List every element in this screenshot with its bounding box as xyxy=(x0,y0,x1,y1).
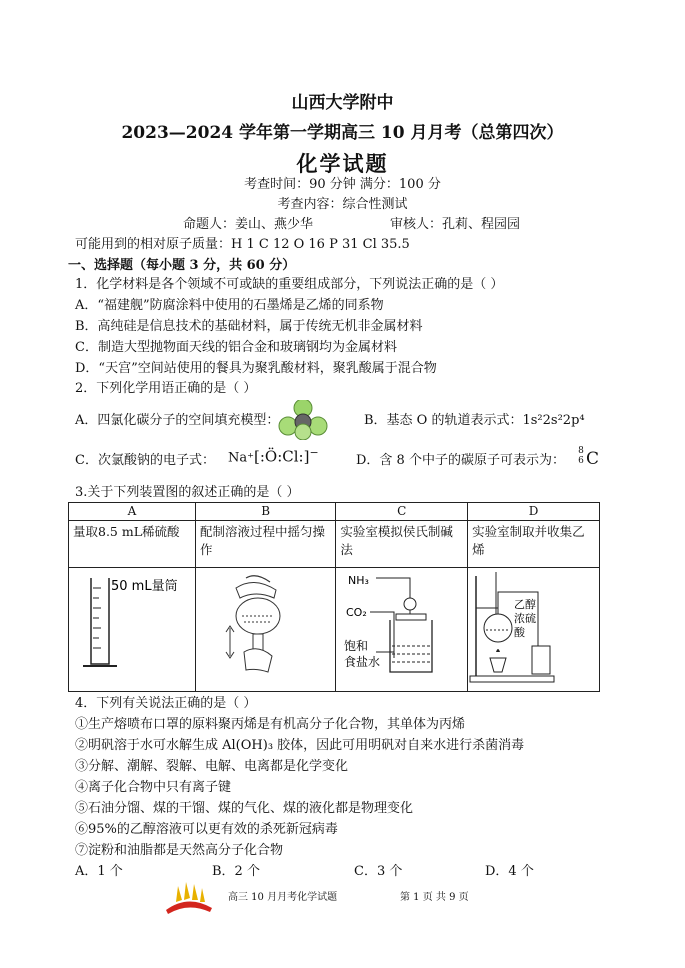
reagent-label-line1: 乙醇 xyxy=(514,598,537,611)
q1-stem: 1．化学材料是各个领域不可或缺的重要组成部分，下列说法正确的是（ ） xyxy=(75,277,504,292)
q2-option-b xyxy=(364,412,585,430)
section-title: 一、选择题（每小题 3 分，共 60 分） xyxy=(68,258,296,273)
hou-process-apparatus-figure xyxy=(336,568,462,688)
q3-desc-c: 实验室模拟侯氏制碱法 xyxy=(336,521,468,568)
q4-item: ③分解、潮解、裂解、电解、电离都是化学变化 xyxy=(75,759,349,774)
q1-option-d: D．“天宫”空间站使用的餐具为聚乳酸材料，聚乳酸属于混合物 xyxy=(75,361,437,376)
liquid-label-line2: 食盐水 xyxy=(344,655,381,669)
q2-option-b-label: B．基态 O 的轨道表示式： xyxy=(364,413,523,428)
reagent-label-line2: 浓硫 xyxy=(514,612,537,625)
q4-option-b: B．2 个 xyxy=(212,864,260,879)
footer-title: 高三 10 月月考化学试题 xyxy=(228,892,338,903)
time-info: 考查时间：90 分钟 满分：100 分 xyxy=(244,177,441,192)
q1-option-b: B．高纯硅是信息技术的基础材料，属于传统无机非金属材料 xyxy=(75,319,423,334)
q2-option-a: A．四氯化碳分子的空间填充模型： xyxy=(75,413,280,428)
q4-option-a: A．1 个 xyxy=(75,864,123,879)
hypochlorite-ion: [:Ö:Cl:] xyxy=(254,447,310,466)
volumetric-flask-shaking-figure xyxy=(196,568,322,688)
q3-stem: 3.关于下列装置图的叙述正确的是（ ） xyxy=(75,485,300,500)
ethylene-preparation-figure xyxy=(468,568,594,688)
school-logo xyxy=(162,880,214,914)
exam-title: 2023—2024 学年第一学期高三 10 月月考（总第四次） xyxy=(121,123,564,143)
q4-stem: 4．下列有关说法正确的是（ ） xyxy=(75,696,257,711)
q4-item: ⑤石油分馏、煤的干馏、煤的气化、煤的液化都是物理变化 xyxy=(75,801,414,816)
ion-charge: − xyxy=(309,446,319,459)
q4-option-c: C．3 个 xyxy=(354,864,403,879)
q4-item: ④离子化合物中只有离子键 xyxy=(75,780,232,795)
q4-item: ①生产熔喷布口罩的原料聚丙烯是有机高分子化合物，其单体为丙烯 xyxy=(75,717,466,732)
q3-header-b: B xyxy=(196,503,336,521)
q4-item: ②明矾溶于水可水解生成 Al(OH)₃ 胶体，因此可用明矾对自来水进行杀菌消毒 xyxy=(75,738,525,753)
footer-page: 第 1 页 共 9 页 xyxy=(400,892,469,903)
nuclide-numbers xyxy=(576,446,586,466)
cylinder-label: 50 mL量筒 xyxy=(111,579,178,594)
authors: 命题人：姜山、燕少华 xyxy=(183,217,314,232)
liquid-label-line1: 饱和 xyxy=(344,639,369,653)
sodium-ion: Na⁺ xyxy=(228,450,254,466)
mass-number: 8 xyxy=(578,446,584,456)
q4-item: ⑦淀粉和油脂都是天然高分子化合物 xyxy=(75,843,284,858)
q1-option-c: C．制造大型抛物面天线的铝合金和玻璃钢均为金属材料 xyxy=(75,340,397,355)
naclo-electron-formula xyxy=(228,446,319,465)
school-name: 山西大学附中 xyxy=(291,93,394,113)
reagent-label-line3: 酸 xyxy=(514,626,526,639)
q2-stem: 2．下列化学用语正确的是（ ） xyxy=(75,381,257,396)
q3-figure-c xyxy=(336,568,468,692)
atomic-mass-line: 可能用到的相对原子质量：H 1 C 12 O 16 P 31 Cl 35.5 xyxy=(75,237,410,252)
q2-option-b-formula: 1s²2s²2p⁴ xyxy=(522,413,585,428)
q1-option-a: A．“福建舰”防腐涂料中使用的石墨烯是乙烯的同系物 xyxy=(75,298,384,313)
q2-option-d: D．含 8 个中子的碳原子可表示为： xyxy=(356,453,565,468)
q4-option-d: D．4 个 xyxy=(485,864,534,879)
q3-figure-d xyxy=(468,568,600,692)
ccl4-model-image xyxy=(268,400,338,440)
q3-desc-d: 实验室制取并收集乙烯 xyxy=(468,521,600,568)
content-info: 考查内容：综合性测试 xyxy=(277,197,408,212)
reviewers: 审核人：孔莉、程园园 xyxy=(390,217,521,232)
q3-desc-b: 配制溶液过程中摇匀操作 xyxy=(196,521,336,568)
atomic-number: 6 xyxy=(578,456,584,466)
q3-options-table xyxy=(68,502,600,692)
q3-desc-a: 量取8.5 mL稀硫酸 xyxy=(69,521,196,568)
q3-header-d: D xyxy=(468,503,600,521)
q3-figure-a xyxy=(69,568,196,692)
graduated-cylinder-figure xyxy=(69,568,195,688)
q3-header-c: C xyxy=(336,503,468,521)
co2-label: CO₂ xyxy=(346,606,368,619)
q3-figure-b xyxy=(196,568,336,692)
q2-option-c: C．次氯酸钠的电子式： xyxy=(75,453,215,468)
q4-item: ⑥95%的乙醇溶液可以更有效的杀死新冠病毒 xyxy=(75,822,338,837)
q3-header-a: A xyxy=(69,503,196,521)
nh3-label: NH₃ xyxy=(348,574,370,587)
subject-title: 化学试题 xyxy=(296,151,389,176)
carbon-symbol: C xyxy=(586,449,600,469)
